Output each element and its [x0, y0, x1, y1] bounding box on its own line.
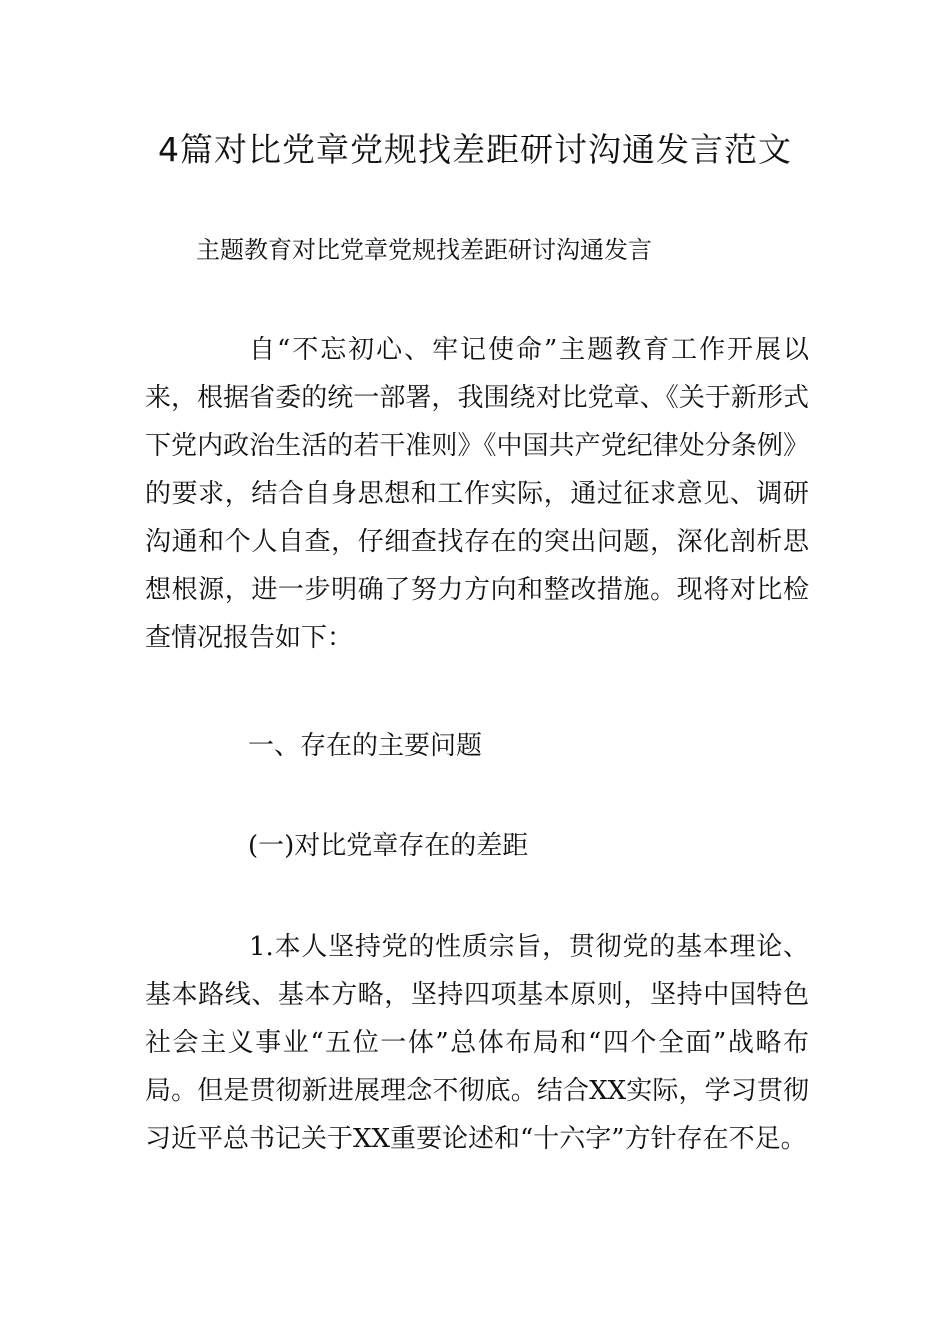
subsection-heading: (一)对比党章存在的差距 [248, 831, 529, 861]
document-title: 4篇对比党章党规找差距研讨沟通发言范文 [158, 130, 792, 169]
document-subtitle: 主题教育对比党章党规找差距研讨沟通发言 [196, 236, 652, 264]
section-heading: 一、存在的主要问题 [248, 731, 483, 761]
item-paragraph-1: 1.本人坚持党的性质宗旨，贯彻党的基本理论、基本路线、基本方略，坚持四项基本原则，坚持中国特色社会主义事业“五位一体”总体布局和“四个全面”战略布局。但是贯彻新进展理念不彻底。结合XX实际，学习贯彻习近平总书记关于XX重要论述和“十六字”方针存在不足。 [145, 932, 809, 1154]
intro-paragraph: 自“不忘初心、牢记使命”主题教育工作开展以来，根据省委的统一部署，我围绕对比党章、《关于新形式下党内政治生活的若干准则》《中国共产党纪律处分条例》的要求，结合自身思想和工作实际，通过征求意见、调研沟通和个人自查，仔细查找存在的突出问题，深化剖析思想根源，进一步明确了努力方向和整改措施。现将对比检查情况报告如下： [145, 335, 809, 653]
